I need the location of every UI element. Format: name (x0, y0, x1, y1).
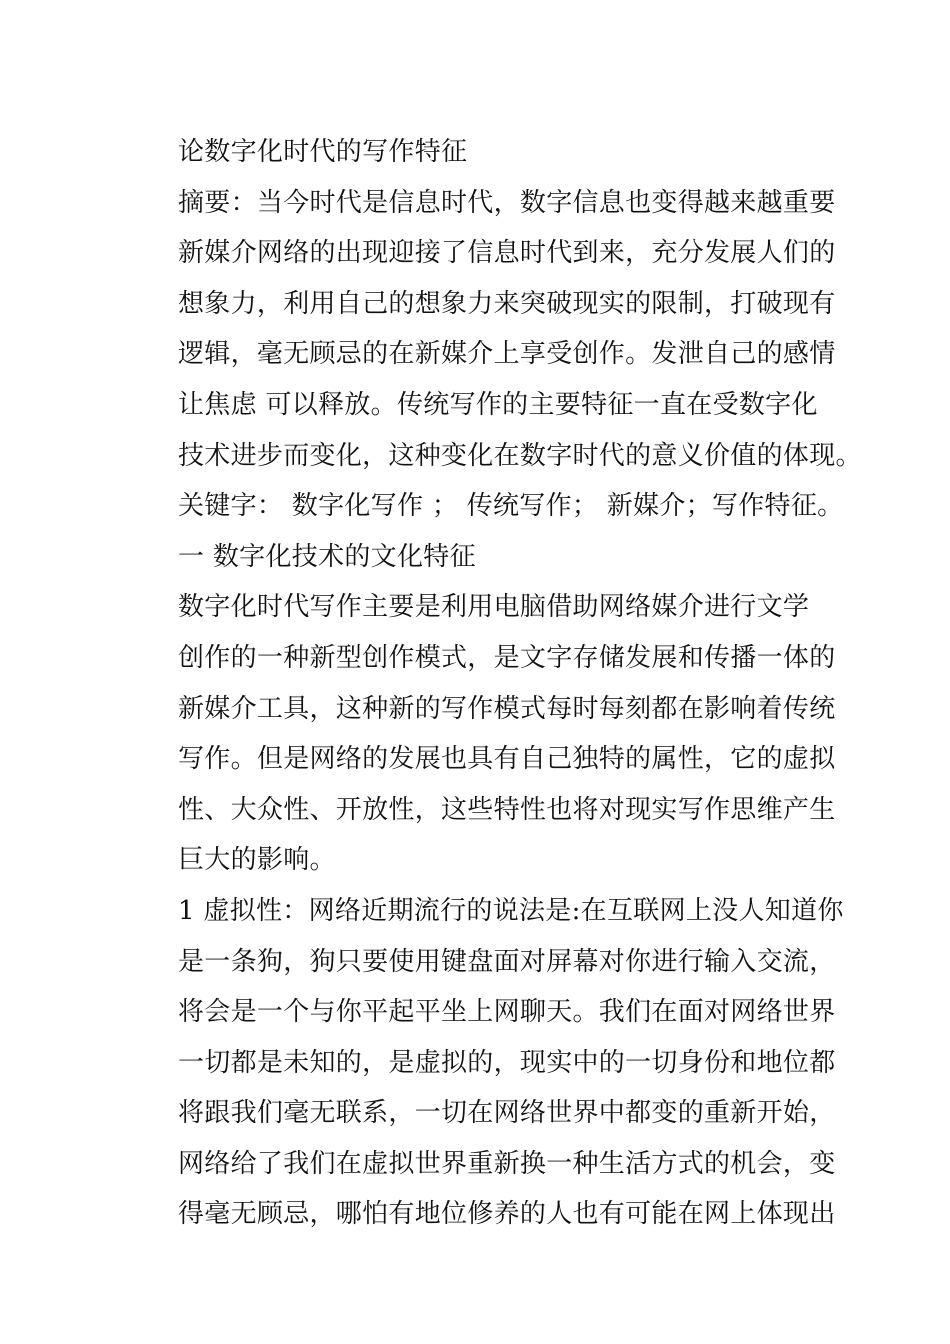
body-line: 创作的一种新型创作模式，是文字存储发展和传播一体的 (178, 642, 836, 673)
abstract-line: 新媒介网络的出现迎接了信息时代到来，充分发展人们的 (178, 238, 836, 269)
body-line: 新媒介工具，这种新的写作模式每时每刻都在影响着传统 (178, 693, 836, 724)
document-title: 论数字化时代的写作特征 (178, 137, 468, 167)
body-line: 一切都是未知的，是虚拟的，现实中的一切身份和地位都 (178, 1047, 836, 1078)
body-line: 性、大众性、开放性，这些特性也将对现实写作思维产生 (178, 794, 836, 825)
body-line: 是一条狗，狗只要使用键盘面对屏幕对你进行输入交流， (178, 946, 836, 977)
body-line: 得毫无顾忌，哪怕有地位修养的人也有可能在网上体现出 (178, 1199, 836, 1230)
body-line: 网络给了我们在虚拟世界重新换一种生活方式的机会，变 (178, 1148, 836, 1179)
abstract-line: 技术进步而变化，这种变化在数字时代的意义价值的体现。 (178, 440, 862, 471)
keywords-line: 关键字： 数字化写作 ； 传统写作； 新媒介；写作特征。 (178, 491, 844, 522)
abstract-line: 想象力，利用自己的想象力来突破现实的限制，打破现有 (178, 288, 836, 319)
abstract-line: 摘要：当今时代是信息时代，数字信息也变得越来越重要 (178, 187, 836, 218)
body-line: 1 虚拟性：网络近期流行的说法是:在互联网上没人知道你 (178, 895, 844, 926)
body-line: 数字化时代写作主要是利用电脑借助网络媒介进行文学 (178, 592, 810, 623)
body-line: 将会是一个与你平起平坐上网聊天。我们在面对网络世界 (178, 997, 836, 1028)
abstract-line: 让焦虑 可以释放。传统写作的主要特征一直在受数字化 (178, 389, 818, 420)
document-body (178, 127, 862, 1240)
abstract-line: 逻辑，毫无顾忌的在新媒介上享受创作。发泄自己的感情 (178, 339, 836, 370)
body-line: 巨大的影响。 (178, 845, 336, 876)
body-line: 写作。但是网络的发展也具有自己独特的属性，它的虚拟 (178, 744, 836, 775)
body-line: 将跟我们毫无联系，一切在网络世界中都变的重新开始， (178, 1098, 836, 1129)
section-heading: 一 数字化技术的文化特征 (178, 541, 476, 572)
